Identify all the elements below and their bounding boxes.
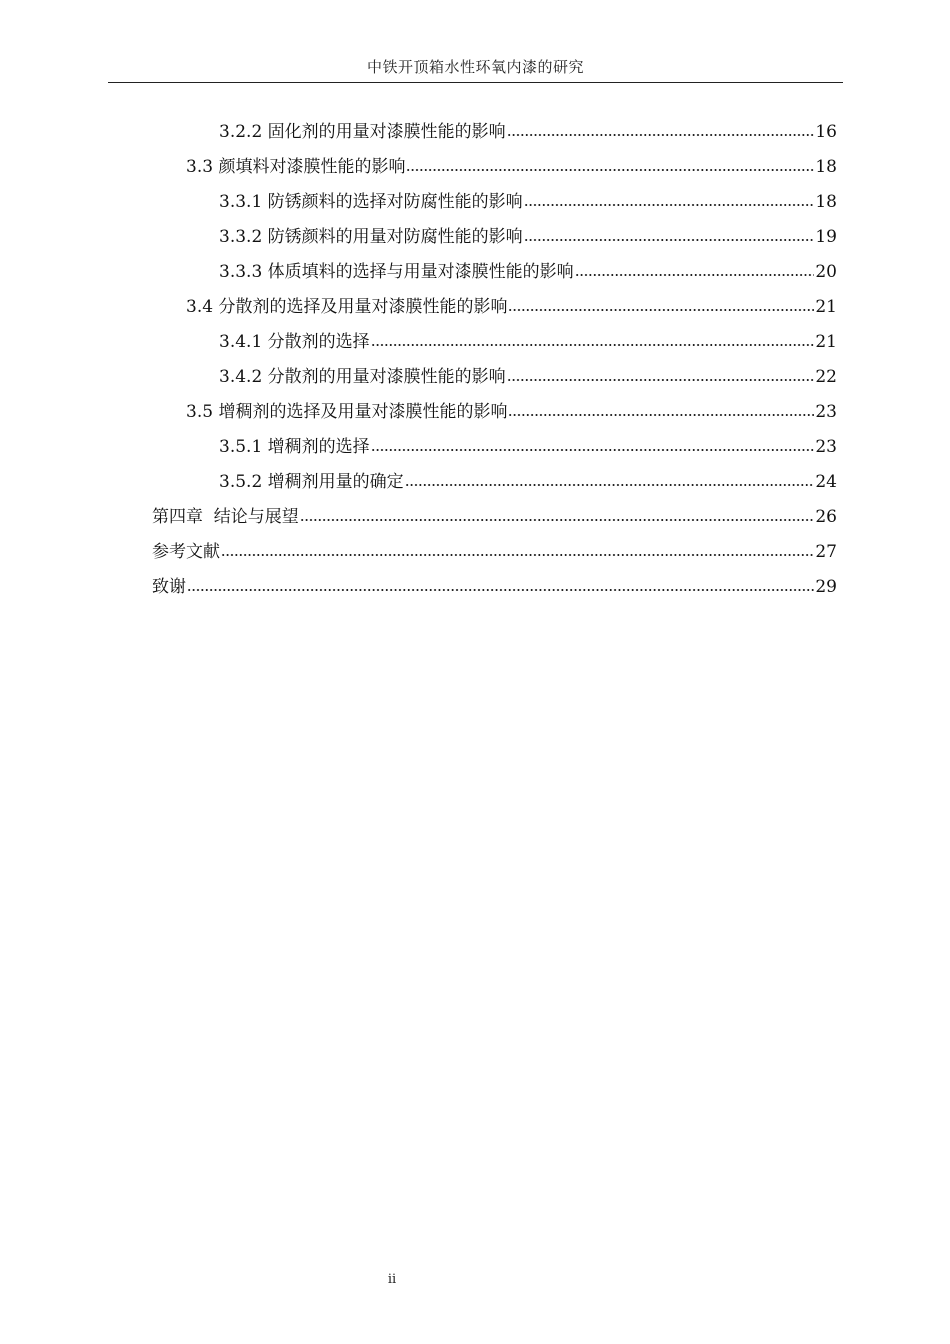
toc-dot-leader (507, 132, 815, 138)
toc-entry-label: 3.4 分散剂的选择及用量对漆膜性能的影响 (186, 297, 508, 317)
toc-dot-leader (406, 167, 814, 173)
toc-dot-leader (524, 202, 815, 208)
toc-entry-page: 26 (815, 507, 837, 527)
toc-entry[interactable] (219, 468, 837, 496)
toc-entry[interactable] (219, 258, 837, 286)
toc-entry[interactable] (219, 363, 837, 391)
toc-entry-label: 3.5.1 增稠剂的选择 (219, 437, 370, 457)
toc-dot-leader (507, 377, 815, 383)
toc-dot-leader (221, 552, 814, 558)
toc-dot-leader (508, 307, 814, 313)
toc-entry[interactable] (186, 398, 837, 426)
toc-entry-label: 3.3.1 防锈颜料的选择对防腐性能的影响 (219, 192, 523, 212)
toc-entry[interactable] (219, 188, 837, 216)
toc-dot-leader (371, 342, 815, 348)
toc-dot-leader (187, 587, 814, 593)
toc-entry-label: 致谢 (152, 577, 186, 597)
toc-entry-label: 第四章 结论与展望 (152, 507, 299, 527)
toc-entry-page: 22 (815, 367, 837, 387)
toc-entry-label: 3.4.1 分散剂的选择 (219, 332, 370, 352)
toc-entry-label: 3.3.3 体质填料的选择与用量对漆膜性能的影响 (219, 262, 574, 282)
page-number: ii (387, 1272, 397, 1287)
toc-dot-leader (524, 237, 815, 243)
toc-dot-leader (371, 447, 815, 453)
toc-entry[interactable] (186, 153, 837, 181)
toc-entry-label: 3.5 增稠剂的选择及用量对漆膜性能的影响 (186, 402, 508, 422)
toc-entry-label: 参考文献 (152, 542, 220, 562)
toc-dot-leader (300, 517, 815, 523)
toc-entry[interactable] (152, 538, 837, 566)
toc-entry-label: 3.4.2 分散剂的用量对漆膜性能的影响 (219, 367, 506, 387)
toc-entry-page: 18 (815, 192, 837, 212)
toc-entry-label: 3.2.2 固化剂的用量对漆膜性能的影响 (219, 122, 506, 142)
toc-entry-label: 3.5.2 增稠剂用量的确定 (219, 472, 404, 492)
toc-entry[interactable] (152, 573, 837, 601)
toc-entry-page: 21 (815, 297, 837, 317)
toc-entry-page: 23 (815, 437, 837, 457)
toc-entry[interactable] (219, 223, 837, 251)
toc-entry-page: 18 (815, 157, 837, 177)
toc-dot-leader (508, 412, 814, 418)
toc-entry-label: 3.3.2 防锈颜料的用量对防腐性能的影响 (219, 227, 523, 247)
page-header-title: 中铁开顶箱水性环氧内漆的研究 (366, 58, 584, 76)
toc-entry[interactable] (219, 328, 837, 356)
toc-entry-page: 21 (815, 332, 837, 352)
toc-entry[interactable] (219, 118, 837, 146)
toc-entry-page: 29 (815, 577, 837, 597)
toc-entry[interactable] (186, 293, 837, 321)
toc-entry-page: 19 (815, 227, 837, 247)
toc-entry-page: 27 (815, 542, 837, 562)
toc-entry-page: 23 (815, 402, 837, 422)
toc-dot-leader (575, 272, 815, 278)
toc-entry-page: 20 (815, 262, 837, 282)
toc-dot-leader (405, 482, 815, 488)
toc-entry[interactable] (219, 433, 837, 461)
toc-entry-page: 16 (815, 122, 837, 142)
header-divider (108, 82, 843, 83)
toc-entry-page: 24 (815, 472, 837, 492)
toc-entry[interactable] (152, 503, 837, 531)
toc-entry-label: 3.3 颜填料对漆膜性能的影响 (186, 157, 406, 177)
